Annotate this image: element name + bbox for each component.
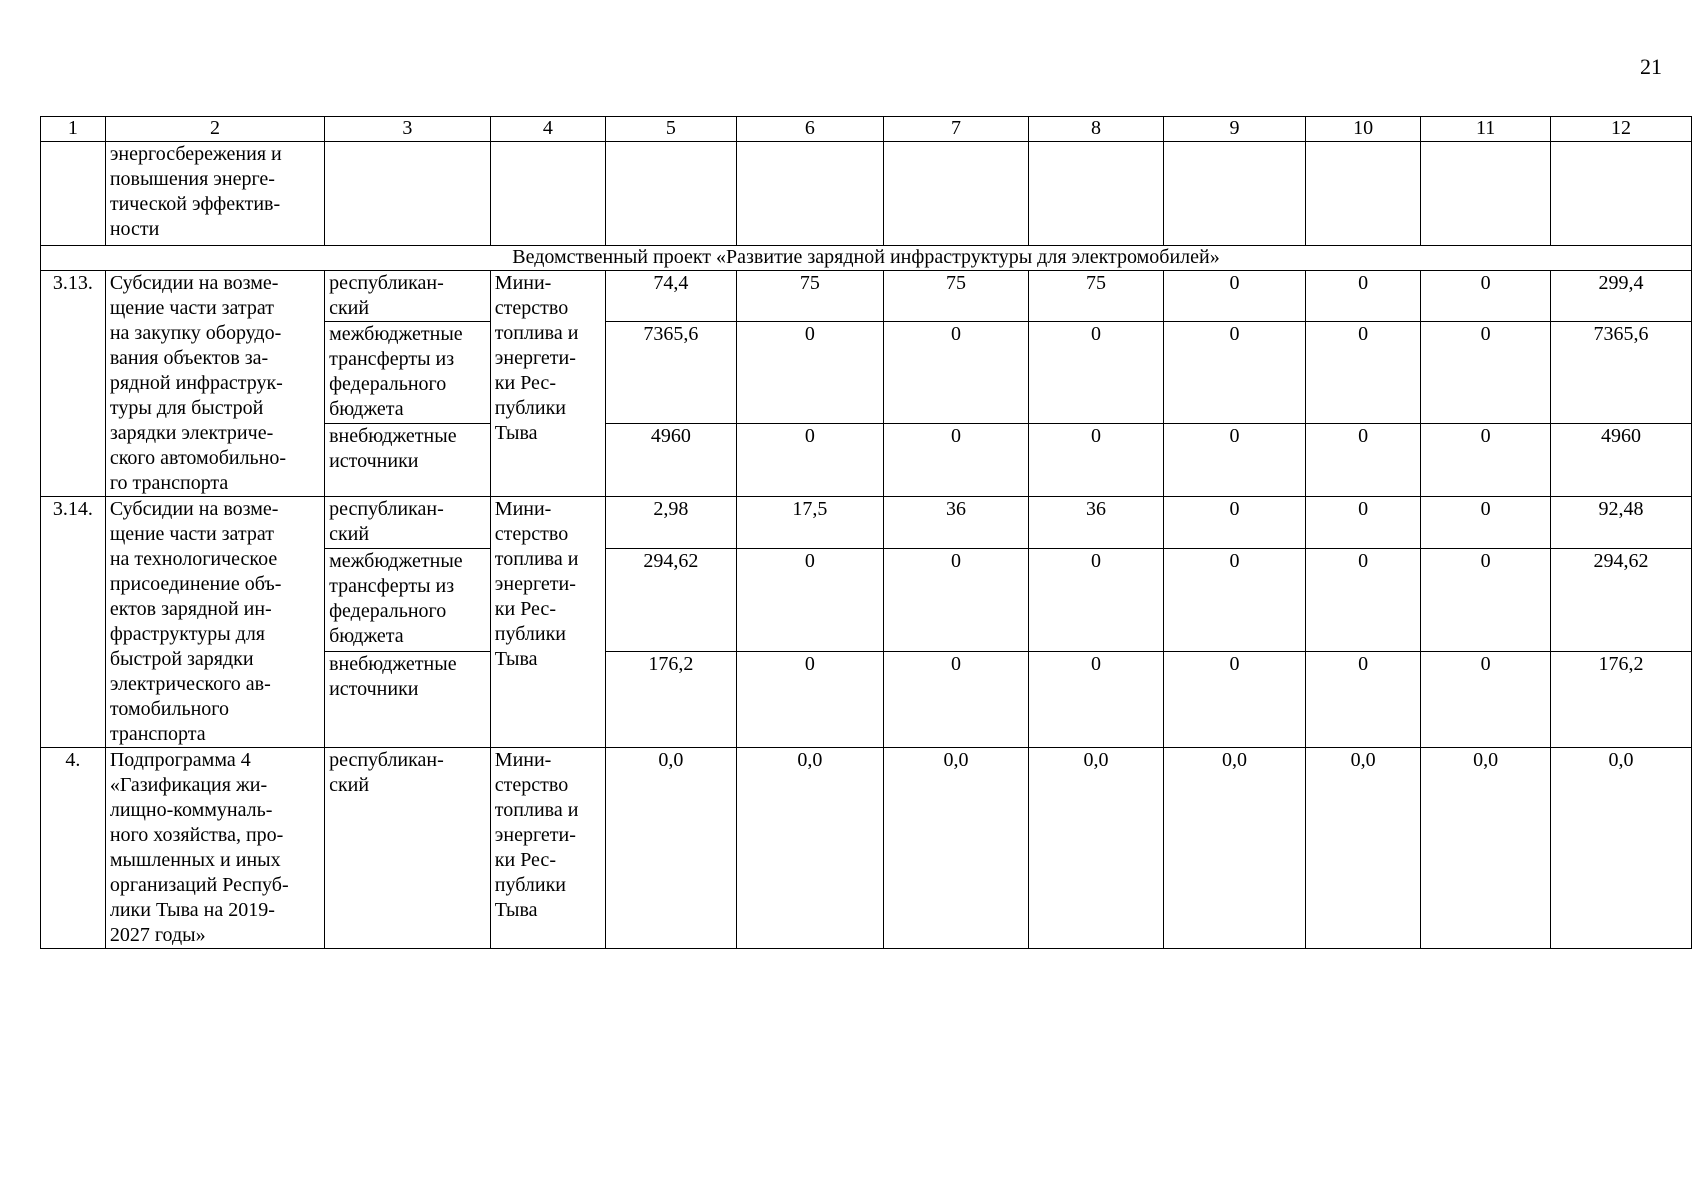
cell xyxy=(606,142,737,246)
cell xyxy=(1163,142,1305,246)
value-cell: 0 xyxy=(1305,497,1420,549)
cell xyxy=(1305,142,1420,246)
item-number: 3.14. xyxy=(41,497,106,748)
value-cell: 0 xyxy=(1305,271,1420,322)
continuation-row xyxy=(41,142,1692,246)
value-cell: 0,0 xyxy=(1421,748,1551,949)
column-number: 1 xyxy=(41,117,106,142)
value-cell: 0 xyxy=(1163,424,1305,497)
value-cell: 0 xyxy=(1421,424,1551,497)
value-cell: 0 xyxy=(1163,549,1305,652)
value-cell: 0 xyxy=(736,322,883,424)
value-cell: 0 xyxy=(1029,322,1164,424)
value-cell: 0,0 xyxy=(736,748,883,949)
continuation-text: энергосбережения и повышения энерге- тической эффектив- ности xyxy=(105,142,324,246)
value-cell: 0,0 xyxy=(1029,748,1164,949)
cell xyxy=(736,142,883,246)
value-cell: 0 xyxy=(1305,322,1420,424)
column-number: 9 xyxy=(1163,117,1305,142)
cell xyxy=(490,142,605,246)
funding-source: республикан- ский xyxy=(325,748,491,949)
funding-source: внебюджетные источники xyxy=(325,652,491,748)
item-number: 3.13. xyxy=(41,271,106,497)
value-cell: 0,0 xyxy=(606,748,737,949)
cell xyxy=(1029,142,1164,246)
value-cell: 0 xyxy=(1421,652,1551,748)
value-cell: 0 xyxy=(1029,424,1164,497)
value-cell: 75 xyxy=(1029,271,1164,322)
column-number-header-row xyxy=(41,117,1692,142)
value-cell: 0,0 xyxy=(883,748,1028,949)
value-cell: 0 xyxy=(736,549,883,652)
value-cell: 0 xyxy=(1305,424,1420,497)
budget-table xyxy=(40,116,1692,949)
value-cell: 0 xyxy=(1305,652,1420,748)
value-cell: 0 xyxy=(1305,549,1420,652)
funding-source: межбюджетные трансферты из федерального бюджета xyxy=(325,549,491,652)
value-cell: 0 xyxy=(883,424,1028,497)
value-cell: 0,0 xyxy=(1550,748,1691,949)
value-cell: 299,4 xyxy=(1550,271,1691,322)
value-cell: 0,0 xyxy=(1163,748,1305,949)
table-row xyxy=(41,271,1692,322)
funding-source: внебюджетные источники xyxy=(325,424,491,497)
column-number: 10 xyxy=(1305,117,1420,142)
executor: Мини- стерство топлива и энергети- ки Рес- публики Тыва xyxy=(490,271,605,497)
cell xyxy=(325,142,491,246)
cell xyxy=(41,142,106,246)
project-title: Ведомственный проект «Развитие зарядной инфраструктуры для электромобилей» xyxy=(41,246,1692,271)
column-number: 2 xyxy=(105,117,324,142)
value-cell: 4960 xyxy=(1550,424,1691,497)
executor: Мини- стерство топлива и энергети- ки Рес- публики Тыва xyxy=(490,748,605,949)
column-number: 4 xyxy=(490,117,605,142)
value-cell: 0 xyxy=(1029,652,1164,748)
column-number: 7 xyxy=(883,117,1028,142)
value-cell: 36 xyxy=(1029,497,1164,549)
value-cell: 7365,6 xyxy=(606,322,737,424)
value-cell: 0 xyxy=(736,652,883,748)
value-cell: 0 xyxy=(883,652,1028,748)
value-cell: 294,62 xyxy=(606,549,737,652)
value-cell: 0 xyxy=(1163,322,1305,424)
value-cell: 176,2 xyxy=(1550,652,1691,748)
value-cell: 0 xyxy=(1421,322,1551,424)
cell xyxy=(1550,142,1691,246)
value-cell: 0 xyxy=(1029,549,1164,652)
column-number: 11 xyxy=(1421,117,1551,142)
column-number: 8 xyxy=(1029,117,1164,142)
cell xyxy=(883,142,1028,246)
value-cell: 0 xyxy=(1421,271,1551,322)
column-number: 5 xyxy=(606,117,737,142)
value-cell: 17,5 xyxy=(736,497,883,549)
value-cell: 74,4 xyxy=(606,271,737,322)
column-number: 6 xyxy=(736,117,883,142)
value-cell: 36 xyxy=(883,497,1028,549)
table-row xyxy=(41,497,1692,549)
column-number: 3 xyxy=(325,117,491,142)
cell xyxy=(1421,142,1551,246)
item-number: 4. xyxy=(41,748,106,949)
funding-source: республикан- ский xyxy=(325,497,491,549)
project-title-row xyxy=(41,246,1692,271)
value-cell: 0 xyxy=(1163,652,1305,748)
value-cell: 7365,6 xyxy=(1550,322,1691,424)
item-name: Субсидии на возме- щение части затрат на закупку оборудо- вания объектов за- рядной инфраструк- туры для быстрой зарядки электриче- ского автомобильно- го транспорта xyxy=(105,271,324,497)
item-name: Подпрограмма 4 «Газификация жи- лищно-коммуналь- ного хозяйства, про- мышленных и иных организаций Респуб- лики Тыва на 2019- 2027 годы» xyxy=(105,748,324,949)
value-cell: 75 xyxy=(883,271,1028,322)
column-number: 12 xyxy=(1550,117,1691,142)
table-body xyxy=(41,117,1692,949)
value-cell: 294,62 xyxy=(1550,549,1691,652)
table-row xyxy=(41,748,1692,949)
value-cell: 0,0 xyxy=(1305,748,1420,949)
value-cell: 0 xyxy=(1163,497,1305,549)
value-cell: 176,2 xyxy=(606,652,737,748)
value-cell: 0 xyxy=(883,322,1028,424)
value-cell: 75 xyxy=(736,271,883,322)
item-name: Субсидии на возме- щение части затрат на технологическое присоединение объ- ектов зарядной ин- фраструктуры для быстрой зарядки электрического ав- томобильного транспорта xyxy=(105,497,324,748)
page-number: 21 xyxy=(1640,54,1662,79)
value-cell: 92,48 xyxy=(1550,497,1691,549)
value-cell: 2,98 xyxy=(606,497,737,549)
value-cell: 0 xyxy=(883,549,1028,652)
value-cell: 0 xyxy=(736,424,883,497)
value-cell: 4960 xyxy=(606,424,737,497)
funding-source: республикан- ский xyxy=(325,271,491,322)
funding-source: межбюджетные трансферты из федерального бюджета xyxy=(325,322,491,424)
executor: Мини- стерство топлива и энергети- ки Рес- публики Тыва xyxy=(490,497,605,748)
value-cell: 0 xyxy=(1163,271,1305,322)
value-cell: 0 xyxy=(1421,497,1551,549)
value-cell: 0 xyxy=(1421,549,1551,652)
